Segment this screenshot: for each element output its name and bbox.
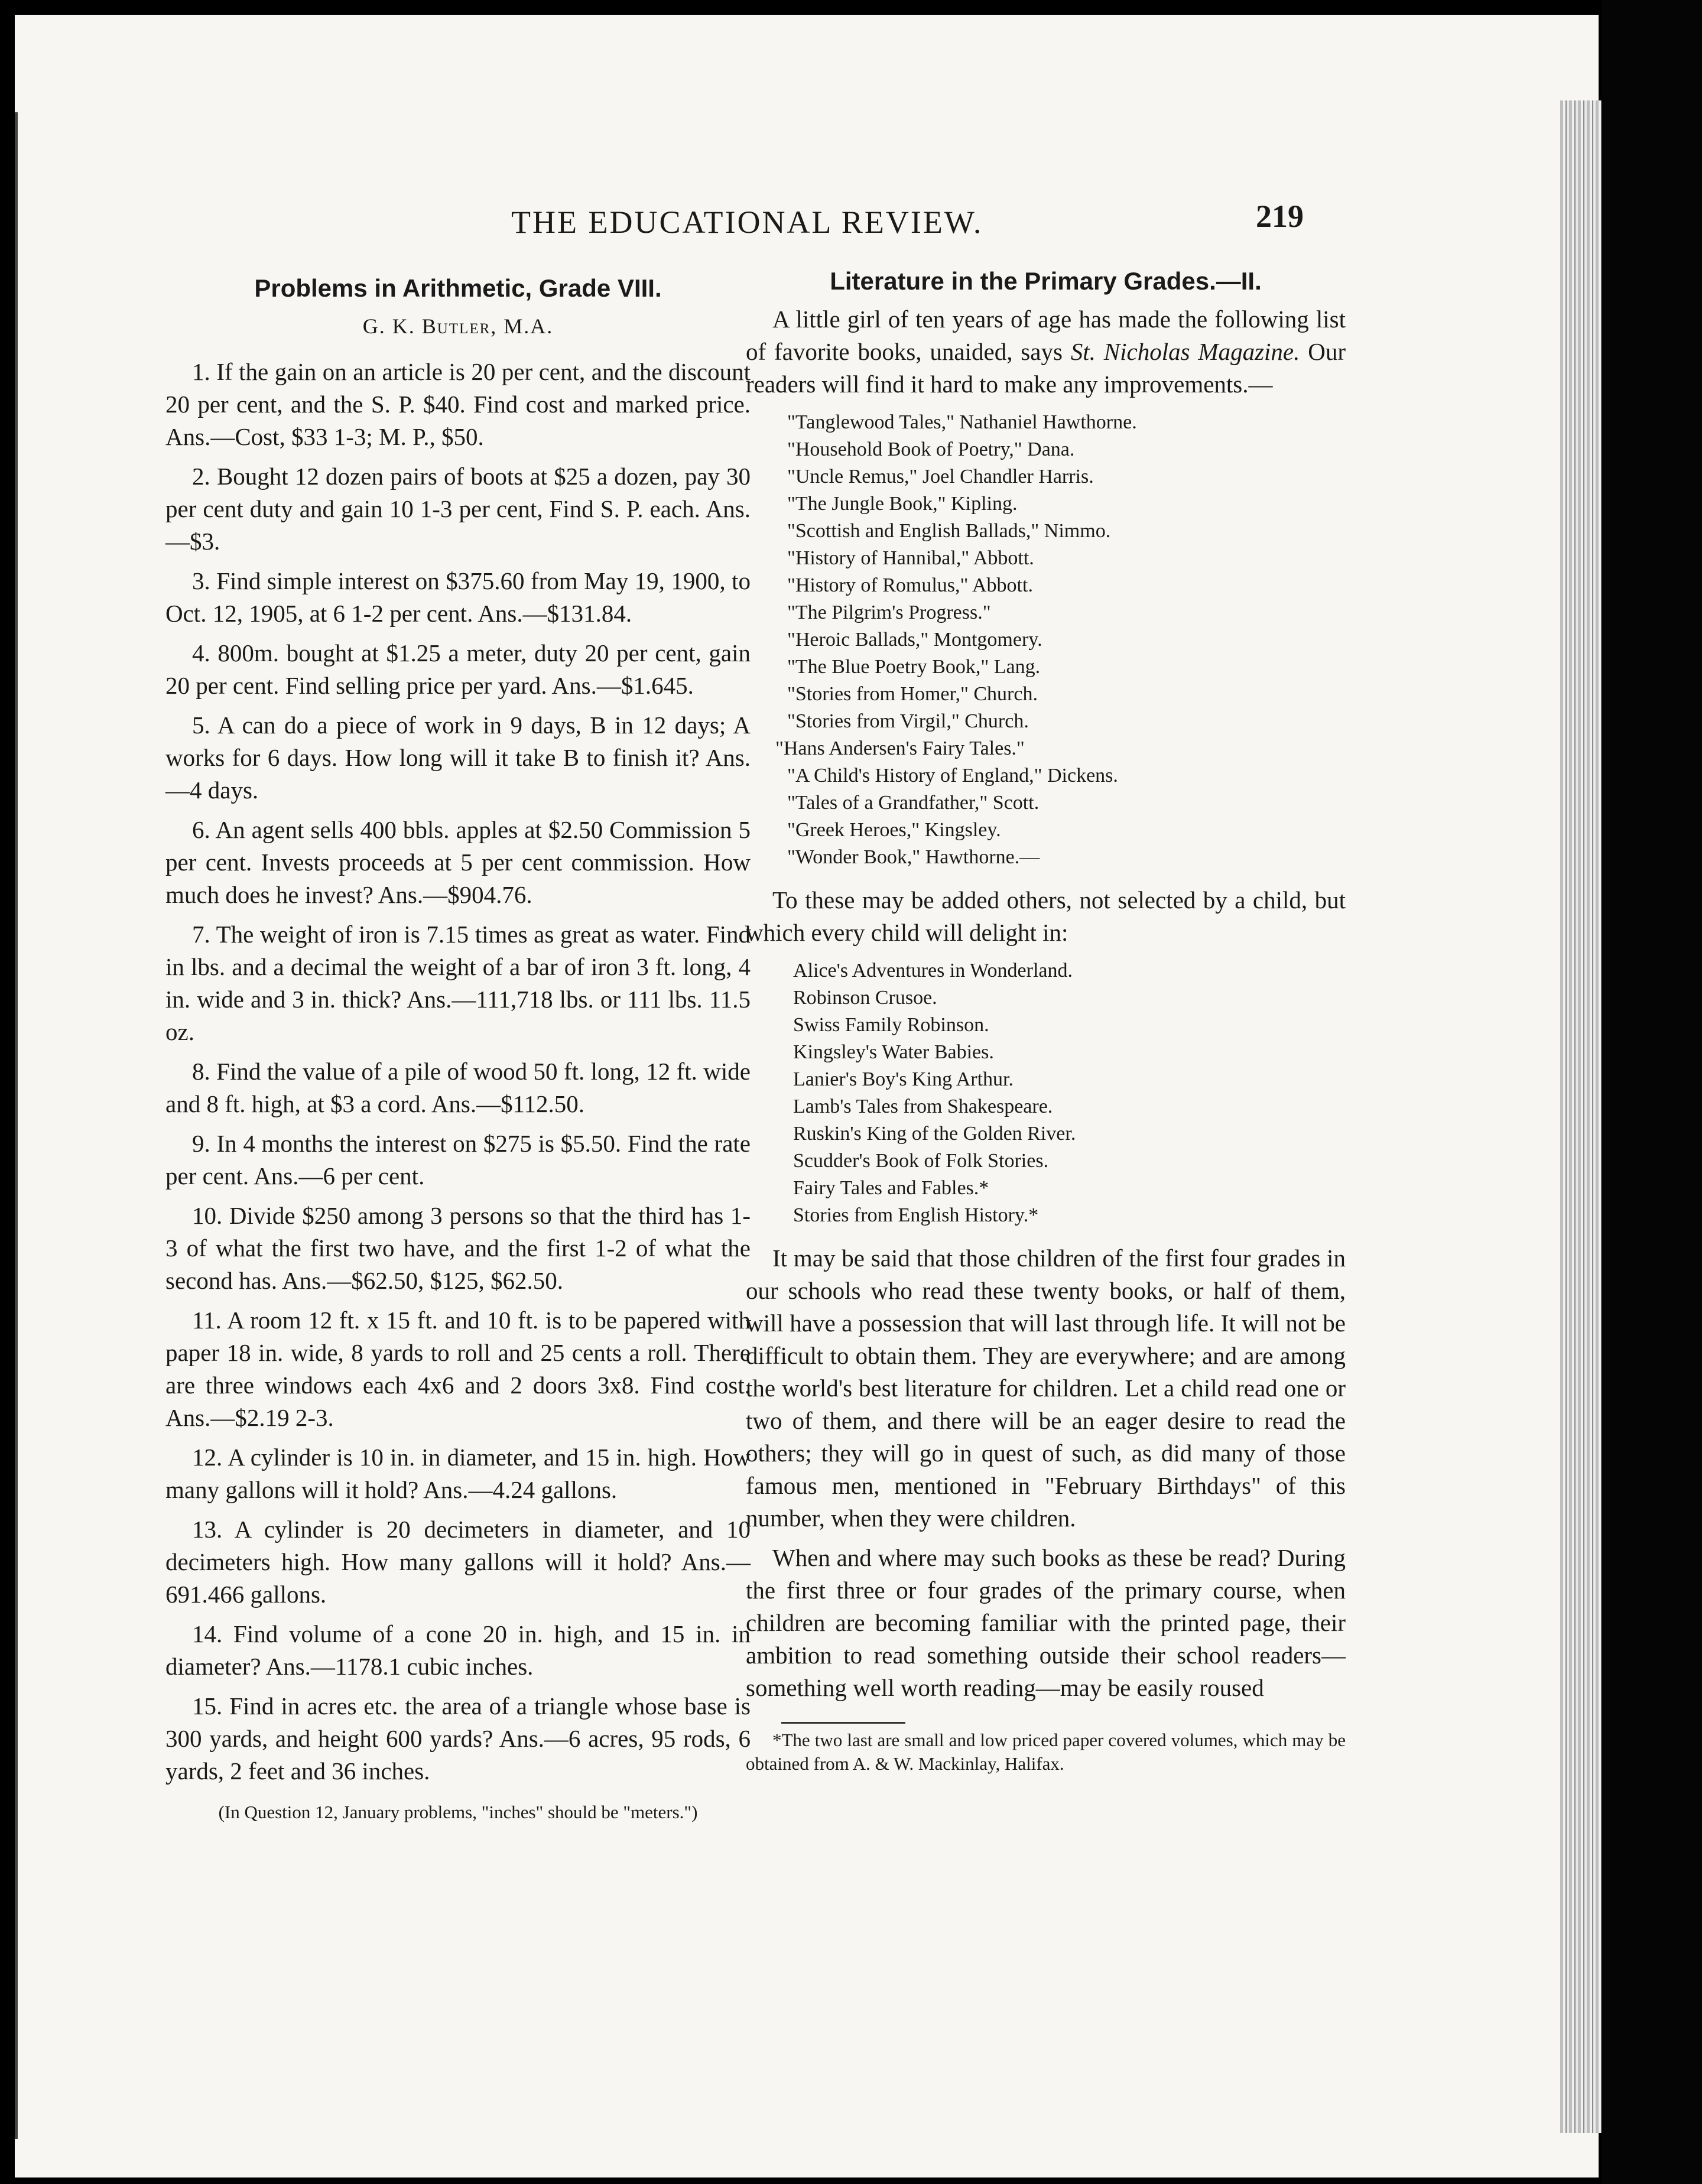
book-spine xyxy=(1602,0,1702,2184)
favorite-books-list xyxy=(746,409,1346,871)
problem: 9. In 4 months the interest on $275 is $5.50. Find the rate per cent. Ans.—6 per cent. xyxy=(165,1130,751,1190)
list-item: "Stories from Virgil," Church. xyxy=(787,710,1029,732)
problem: 12. A cylinder is 10 in. in diameter, and 15 in. high. How many gallons will it hold? Ans.—4.24 gallons. xyxy=(165,1444,751,1503)
footnote-rule xyxy=(781,1722,905,1724)
paragraph: It may be said that those children of the first four grades in our schools who read these twenty books, or half of them, will have a possession that will last through life. It will not be difficult to obtain them. They are everywhere; and are among the world's best literature for children. Let a child read one or two of them, and there will be an eager desire to read the others; they will go in quest of such, as did many of those famous men, mentioned in "February Birthdays" of this number, when they were children. xyxy=(746,1244,1346,1532)
author-byline: G. K. Butler, M.A. xyxy=(362,314,554,338)
list-item: "Tanglewood Tales," Nathaniel Hawthorne. xyxy=(787,411,1137,433)
list-item: Lamb's Tales from Shakespeare. xyxy=(793,1096,1053,1117)
list-item: Alice's Adventures in Wonderland. xyxy=(793,960,1073,982)
problem: 13. A cylinder is 20 decimeters in diameter, and 10 decimeters high. How many gallons will it hold? Ans.—691.466 gallons. xyxy=(165,1516,751,1608)
list-item: "Wonder Book," Hawthorne.— xyxy=(787,846,1040,868)
list-item: "The Blue Poetry Book," Lang. xyxy=(787,656,1041,678)
magazine-name: St. Nicholas Magazine. xyxy=(1070,338,1300,365)
problem: 3. Find simple interest on $375.60 from May 19, 1900, to Oct. 12, 1905, at 6 1-2 per cent. Ans.—$131.84. xyxy=(165,567,751,627)
list-item: Fairy Tales and Fables.* xyxy=(793,1177,989,1199)
list-item: "Hans Andersen's Fairy Tales." xyxy=(775,737,1025,759)
list-item: Scudder's Book of Folk Stories. xyxy=(793,1150,1049,1172)
left-column xyxy=(165,272,751,1828)
page-number: 219 xyxy=(1256,199,1304,234)
footnote: *The two last are small and low priced paper covered volumes, which may be obtained from A. & W. Mackinlay, Halifax. xyxy=(746,1730,1346,1774)
list-item: "Greek Heroes," Kingsley. xyxy=(787,819,1001,841)
list-item: "A Child's History of England," Dickens. xyxy=(787,765,1118,786)
list-item: "History of Hannibal," Abbott. xyxy=(787,547,1034,569)
problem: 14. Find volume of a cone 20 in. high, and 15 in. in diameter? Ans.—1178.1 cubic inches. xyxy=(165,1620,751,1680)
problem: 11. A room 12 ft. x 15 ft. and 10 ft. is to be papered with paper 18 in. wide, 8 yards to roll and 25 cents a roll. There are three windows each 4x6 and 2 doors 3x8. Find cost. Ans.—$2.19 2-3. xyxy=(165,1306,751,1431)
problem: 2. Bought 12 dozen pairs of boots at $25 a dozen, pay 30 per cent duty and gain 10 1-3 per cent, Find S. P. each. Ans.—$3. xyxy=(165,463,751,555)
intro-paragraph: A little girl of ten years of age has made the following list of favorite books, unaided, says St. Nicholas Magazine. Our readers will find it hard to make any improvements.— xyxy=(746,306,1346,398)
list-item: "Stories from Homer," Church. xyxy=(787,683,1038,705)
running-head: THE EDUCATIONAL REVIEW. xyxy=(511,204,983,240)
list-item: Lanier's Boy's King Arthur. xyxy=(793,1068,1014,1090)
list-item: Kingsley's Water Babies. xyxy=(793,1041,994,1063)
problem: 7. The weight of iron is 7.15 times as great as water. Find in lbs. and a decimal the weight of a bar of iron 3 ft. long, 4 in. wide and 3 in. thick? Ans.—111,718 lbs. or 111 lbs. 11.5 oz. xyxy=(165,921,751,1045)
list-item: "The Pilgrim's Progress." xyxy=(787,602,991,623)
correction-note: (In Question 12, January problems, "inches" should be "meters.") xyxy=(218,1802,698,1822)
additional-books-list xyxy=(746,957,1346,1229)
problem: 6. An agent sells 400 bbls. apples at $2.50 Commission 5 per cent. Invests proceeds at 5 per cent commission. How much does he invest? Ans.—$904.76. xyxy=(165,816,751,908)
problem: 10. Divide $250 among 3 persons so that the third has 1-3 of what the first two have, and the first 1-2 of what the second has. Ans.—$62.50, $125, $62.50. xyxy=(165,1202,751,1294)
problem: 4. 800m. bought at $1.25 a meter, duty 20 per cent, gain 20 per cent. Find selling price per yard. Ans.—$1.645. xyxy=(165,639,751,699)
list-item: "The Jungle Book," Kipling. xyxy=(787,493,1018,515)
list-item: Stories from English History.* xyxy=(793,1204,1039,1226)
article-title-literature: Literature in the Primary Grades.—II. xyxy=(830,267,1262,295)
left-page-edge xyxy=(15,112,18,2139)
problem: 8. Find the value of a pile of wood 50 ft. long, 12 ft. wide and 8 ft. high, at $3 a cord. Ans.—$112.50. xyxy=(165,1058,751,1117)
paragraph: To these may be added others, not selected by a child, but which every child will delight in: xyxy=(746,886,1346,946)
page-edges xyxy=(1560,100,1602,2133)
problem-list xyxy=(165,356,751,1788)
list-item: "Tales of a Grandfather," Scott. xyxy=(787,792,1040,814)
problem: 5. A can do a piece of work in 9 days, B in 12 days; A works for 6 days. How long will it take B to finish it? Ans.—4 days. xyxy=(165,711,751,804)
list-item: "Uncle Remus," Joel Chandler Harris. xyxy=(787,466,1094,488)
paragraph: When and where may such books as these be read? During the first three or four grades of the primary course, when children are becoming familiar with the printed page, their ambition to read something outside their school readers—something well worth reading—may be easily roused xyxy=(746,1544,1346,1701)
list-item: "Heroic Ballads," Montgomery. xyxy=(787,629,1042,651)
list-item: "Household Book of Poetry," Dana. xyxy=(787,438,1075,460)
list-item: "History of Romulus," Abbott. xyxy=(787,574,1033,596)
problem: 1. If the gain on an article is 20 per cent, and the discount 20 per cent, and the S. P. $40. Find cost and marked price. Ans.—Cost, $33 1-3; M. P., $50. xyxy=(165,358,751,450)
right-column xyxy=(746,265,1346,1776)
article-title-arithmetic: Problems in Arithmetic, Grade VIII. xyxy=(254,274,662,302)
list-item: Robinson Crusoe. xyxy=(793,987,937,1009)
list-item: Swiss Family Robinson. xyxy=(793,1014,989,1036)
list-item: Ruskin's King of the Golden River. xyxy=(793,1123,1076,1145)
problem: 15. Find in acres etc. the area of a triangle whose base is 300 yards, and height 600 yards? Ans.—6 acres, 95 rods, 6 yards, 2 feet and 36 inches. xyxy=(165,1692,751,1785)
list-item: "Scottish and English Ballads," Nimmo. xyxy=(787,520,1111,542)
